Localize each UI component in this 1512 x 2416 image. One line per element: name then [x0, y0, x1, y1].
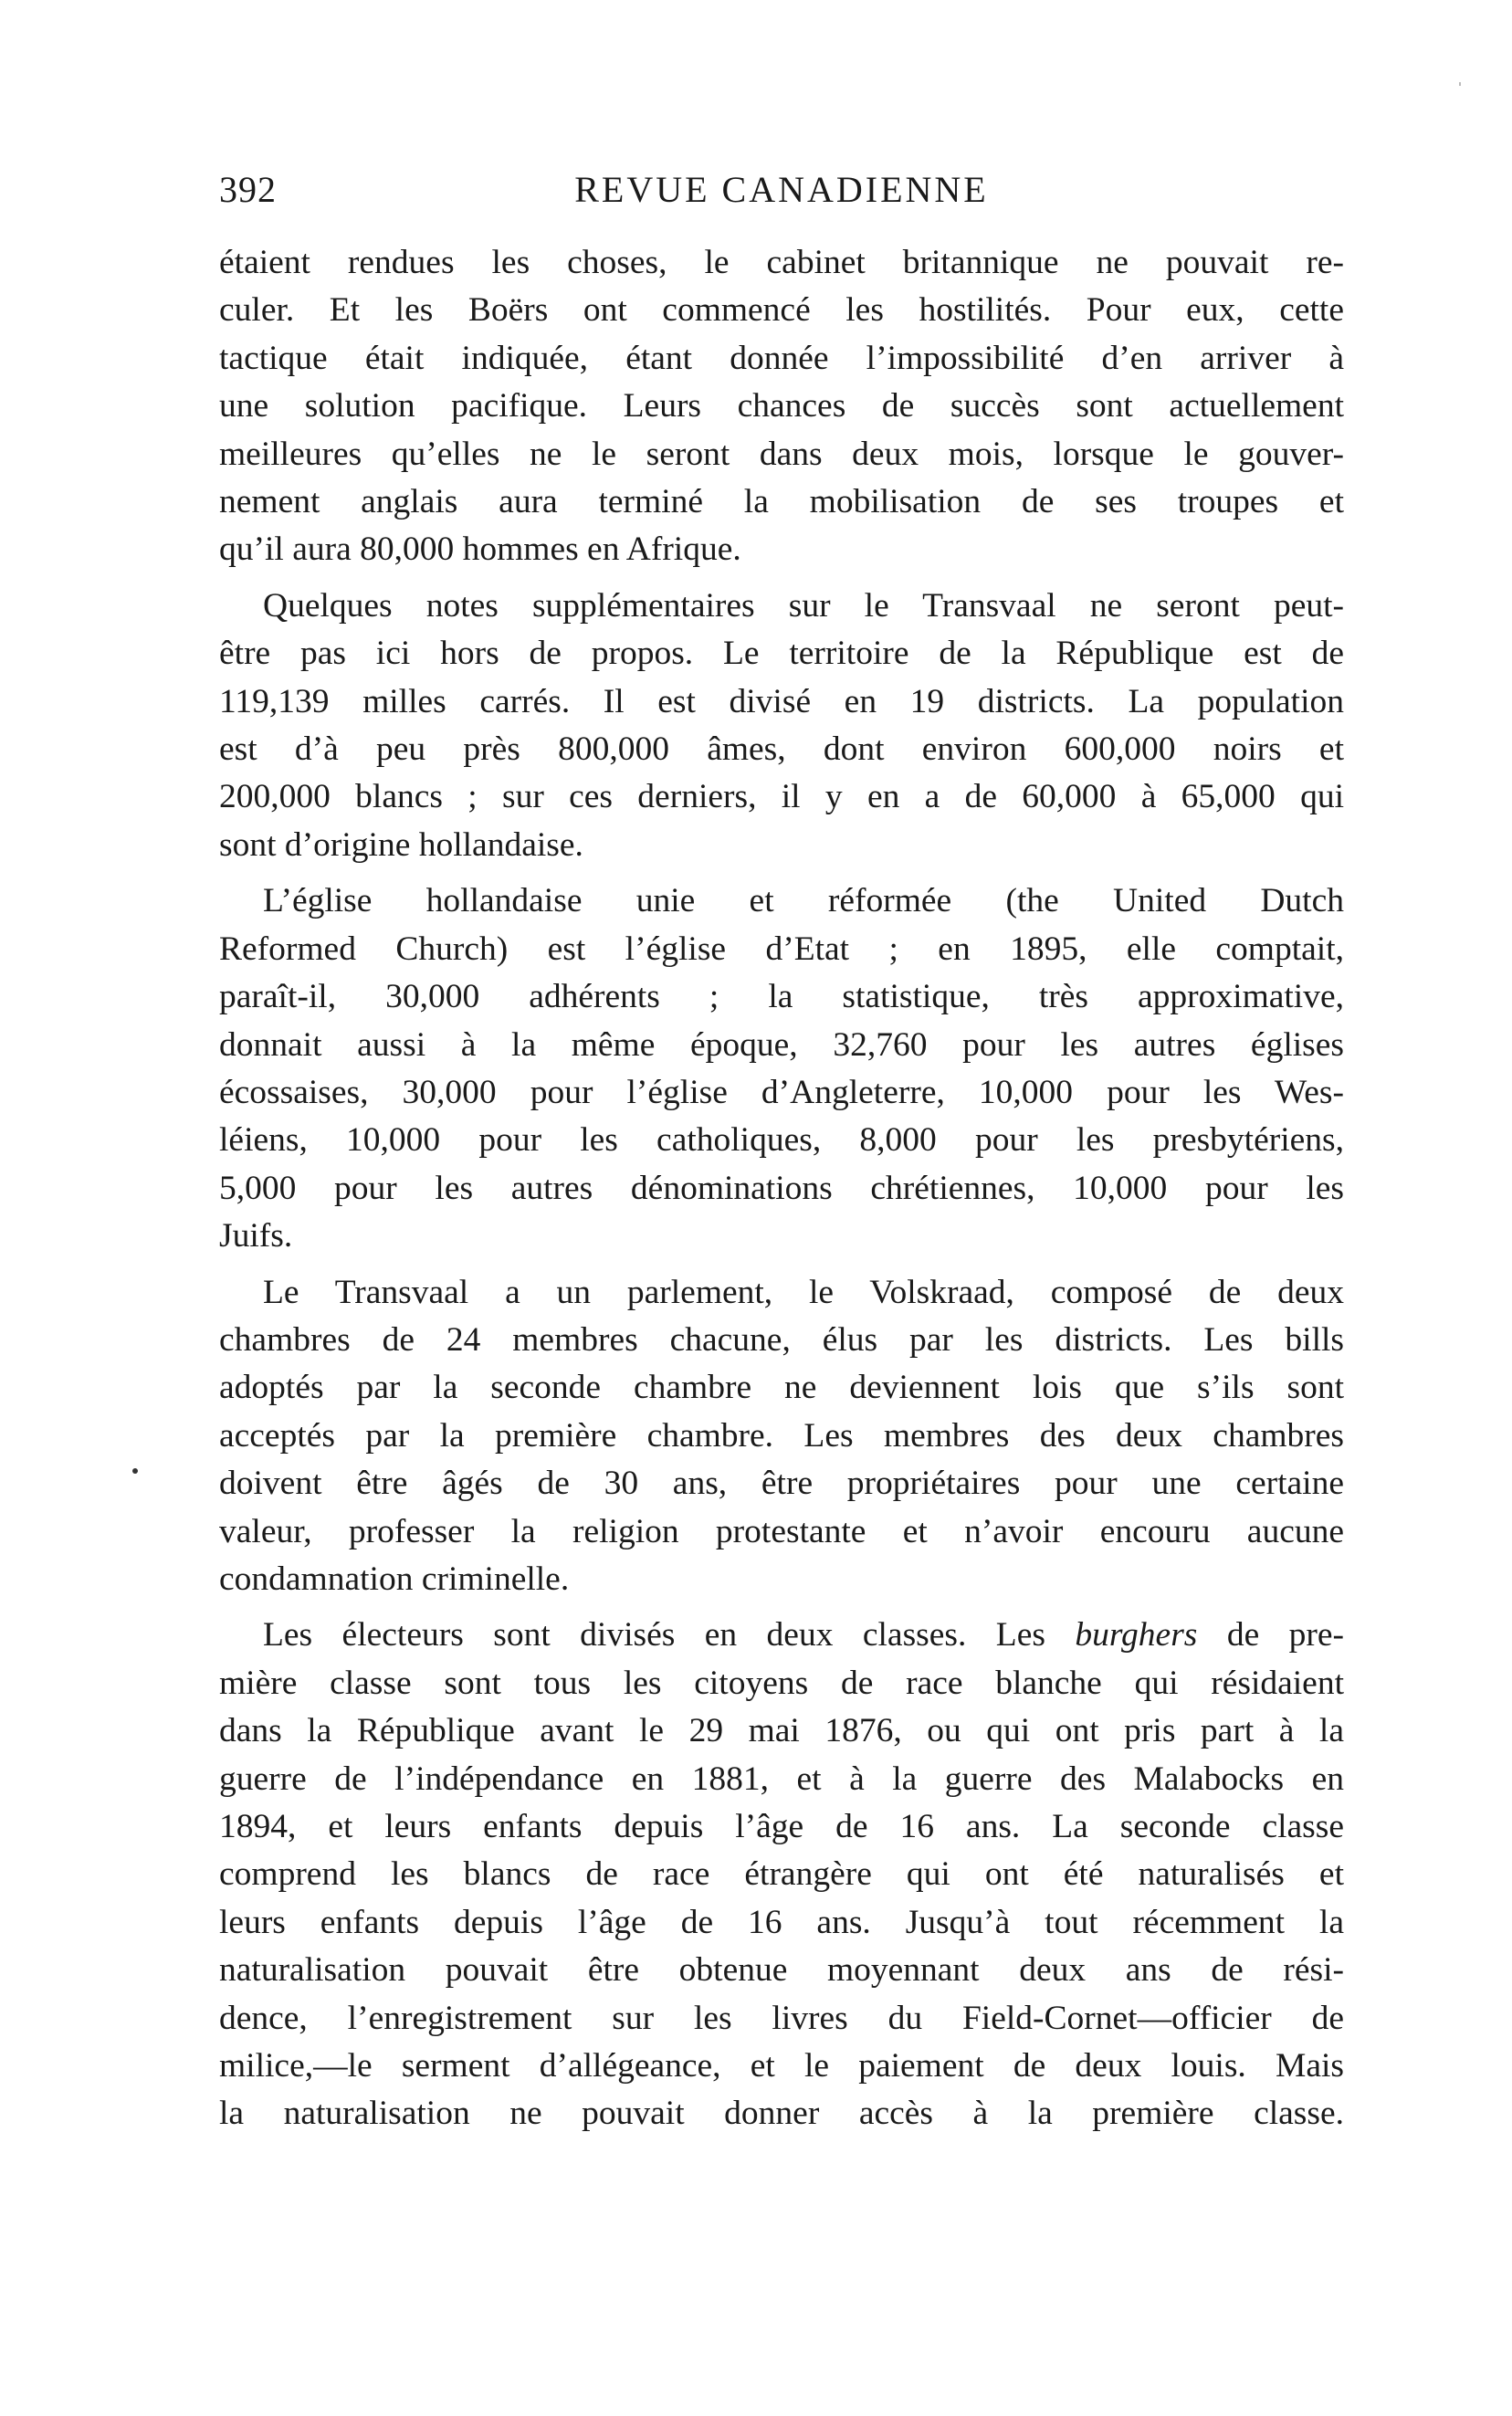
text-line: sont d’origine hollandaise.: [219, 825, 583, 864]
text-line: être pas ici hors de propos. Le territoire de la République est de: [219, 635, 1344, 673]
text-line: Reformed Church) est l’église d’Etat ; en 1895, elle comptait,: [219, 930, 1344, 968]
text-line: une solution pacifique. Leurs chances de succès sont actuellement: [219, 387, 1344, 425]
text-line: étaient rendues les choses, le cabinet britannique ne pouvait re-: [219, 244, 1344, 281]
text-line: la naturalisation ne pouvait donner accès à la première classe.: [219, 2095, 1344, 2133]
text-line: culer. Et les Boërs ont commencé les hostilités. Pour eux, cette: [219, 291, 1344, 330]
paragraph-4: [219, 1269, 1344, 1604]
journal-title: REVUE CANADIENNE: [574, 169, 989, 210]
margin-mark: [132, 1468, 138, 1474]
text-line: guerre de l’indépendance en 1881, et à la guerre des Malabocks en: [219, 1759, 1344, 1798]
text-line: comprend les blancs de race étrangère qui ont été naturalisés et: [219, 1855, 1344, 1894]
margin-speck: [1459, 82, 1461, 86]
text-line: L’église hollandaise unie et réformée (the United Dutch: [263, 882, 1344, 920]
text-line: mière classe sont tous les citoyens de race blanche qui résidaient: [219, 1664, 1344, 1702]
text-line: dence, l’enregistrement sur les livres du Field-Cornet—officier de: [219, 1999, 1344, 2037]
paragraph-5: [219, 1612, 1344, 2138]
text-line: Juifs.: [219, 1217, 293, 1255]
text-line: paraît-il, 30,000 adhérents ; la statistique, très approximative,: [219, 978, 1344, 1016]
text-line: tactique était indiquée, étant donnée l’impossibilité d’en arriver à: [219, 339, 1344, 377]
text-line: milice,—le serment d’allégeance, et le paiement de deux louis. Mais: [219, 2047, 1344, 2085]
text-line: nement anglais aura terminé la mobilisation de ses troupes et: [219, 483, 1344, 521]
text-line: doivent être âgés de 30 ans, être propriétaires pour une certaine: [219, 1465, 1344, 1503]
text-line: [219, 1612, 1344, 1659]
text-line: est d’à peu près 800,000 âmes, dont environ 600,000 noirs et: [219, 730, 1344, 769]
text-line: 5,000 pour les autres dénominations chrétiennes, 10,000 pour les: [219, 1169, 1344, 1207]
text-line: acceptés par la première chambre. Les membres des deux chambres: [219, 1416, 1344, 1455]
text-line: condamnation criminelle.: [219, 1560, 570, 1598]
text-line: léiens, 10,000 pour les catholiques, 8,000 pour les presbytériens,: [219, 1121, 1344, 1160]
italic-term: burghers: [1075, 1616, 1198, 1654]
running-head: [219, 163, 1344, 217]
paragraph-1: [219, 239, 1344, 574]
text-run: Les électeurs sont divisés en deux classes. Les: [263, 1616, 1076, 1654]
text-line: Le Transvaal a un parlement, le Volskraad, composé de deux: [263, 1273, 1344, 1311]
text-line: adoptés par la seconde chambre ne deviennent lois que s’ils sont: [219, 1369, 1344, 1407]
text-line: valeur, professer la religion protestante et n’avoir encouru aucune: [219, 1512, 1344, 1550]
text-line: 1894, et leurs enfants depuis l’âge de 16 ans. La seconde classe: [219, 1808, 1344, 1845]
text-line: 200,000 blancs ; sur ces derniers, il y en a de 60,000 à 65,000 qui: [219, 778, 1344, 816]
text-line: leurs enfants depuis l’âge de 16 ans. Jusqu’à tout récemment la: [219, 1903, 1344, 1941]
text-run: de pre-: [1197, 1616, 1345, 1654]
text-line: dans la République avant le 29 mai 1876, ou qui ont pris part à la: [219, 1712, 1344, 1750]
paragraph-2: [219, 583, 1344, 869]
text-line: 119,139 milles carrés. Il est divisé en 19 districts. La population: [219, 682, 1344, 720]
text-line: Quelques notes supplémentaires sur le Transvaal ne seront peut-: [263, 586, 1344, 625]
text-line: écossaises, 30,000 pour l’église d’Angleterre, 10,000 pour les Wes-: [219, 1073, 1344, 1111]
page-number: 392: [219, 169, 277, 210]
text-line: naturalisation pouvait être obtenue moyennant deux ans de rési-: [219, 1951, 1344, 1990]
text-line: chambres de 24 membres chacune, élus par les districts. Les bills: [219, 1320, 1344, 1359]
text-line: donnait aussi à la même époque, 32,760 pour les autres églises: [219, 1025, 1344, 1064]
paragraph-3: [219, 877, 1344, 1260]
text-line: qu’il aura 80,000 hommes en Afrique.: [219, 530, 741, 569]
text-line: meilleures qu’elles ne le seront dans deux mois, lorsque le gouver-: [219, 435, 1344, 473]
body-text: [219, 239, 1344, 2147]
